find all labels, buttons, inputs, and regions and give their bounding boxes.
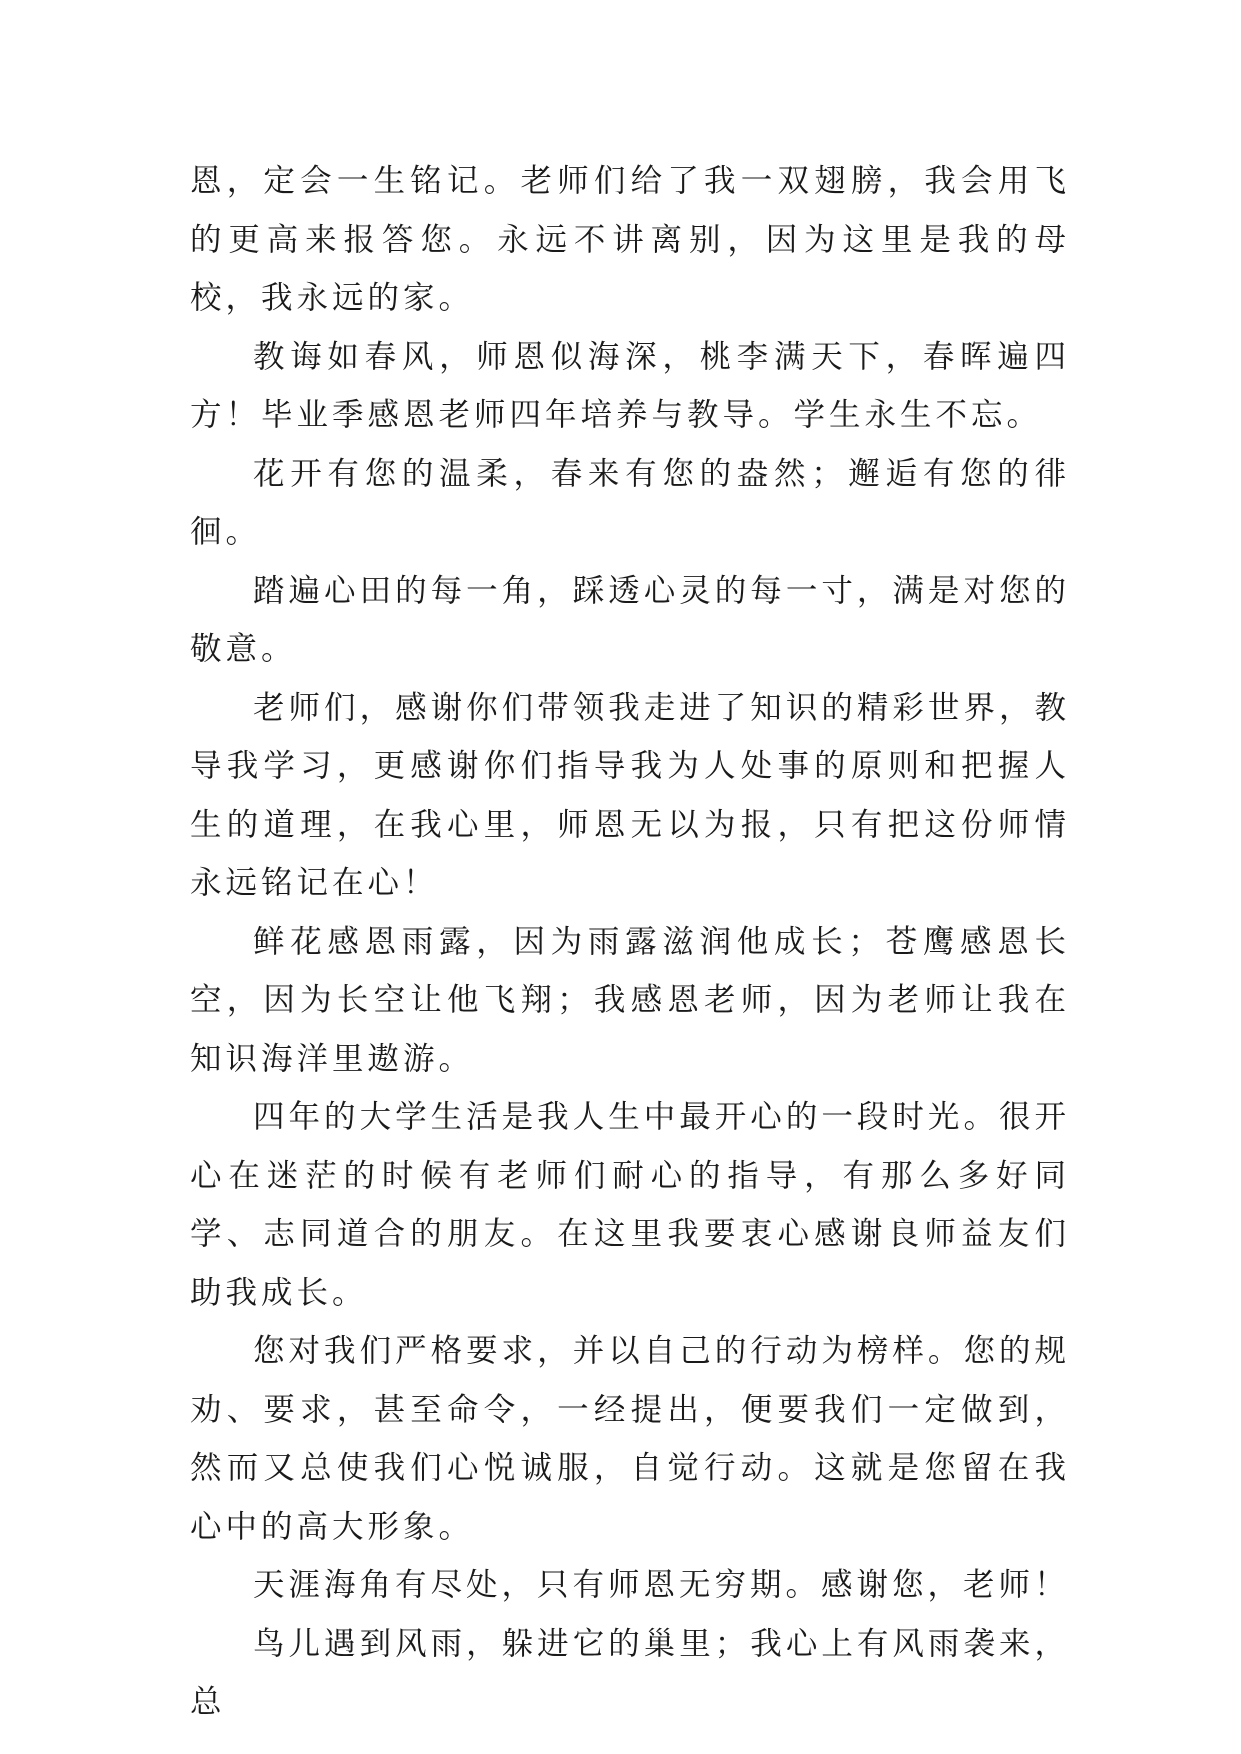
document-body	[190, 152, 1070, 1732]
paragraph: 老师们，感谢你们带领我走进了知识的精彩世界，教导我学习，更感谢你们指导我为人处事的原则和把握人生的道理，在我心里，师恩无以为报，只有把这份师情永远铭记在心！	[190, 689, 1070, 901]
paragraph: 天涯海角有尽处，只有师恩无穷期。感谢您，老师！	[253, 1567, 1070, 1603]
paragraph: 花开有您的温柔，春来有您的盎然；邂逅有您的徘徊。	[190, 455, 1070, 550]
paragraph: 恩，定会一生铭记。老师们给了我一双翅膀，我会用飞的更高来报答您。永远不讲离别，因为这里是我的母校，我永远的家。	[190, 163, 1070, 316]
paragraph: 您对我们严格要求，并以自己的行动为榜样。您的规劝、要求，甚至命令，一经提出，便要我们一定做到，然而又总使我们心悦诚服，自觉行动。这就是您留在我心中的高大形象。	[190, 1333, 1070, 1545]
paragraph: 教诲如春风，师恩似海深，桃李满天下，春晖遍四方！毕业季感恩老师四年培养与教导。学生永生不忘。	[190, 338, 1070, 433]
paragraph: 四年的大学生活是我人生中最开心的一段时光。很开心在迷茫的时候有老师们耐心的指导，有那么多好同学、志同道合的朋友。在这里我要衷心感谢良师益友们助我成长。	[190, 1099, 1070, 1311]
paragraph: 鸟儿遇到风雨，躲进它的巢里；我心上有风雨袭来，总	[190, 1625, 1070, 1720]
paragraph: 鲜花感恩雨露，因为雨露滋润他成长；苍鹰感恩长空，因为长空让他飞翔；我感恩老师，因为老师让我在知识海洋里遨游。	[190, 923, 1070, 1077]
paragraph: 踏遍心田的每一角，踩透心灵的每一寸，满是对您的敬意。	[190, 572, 1070, 667]
